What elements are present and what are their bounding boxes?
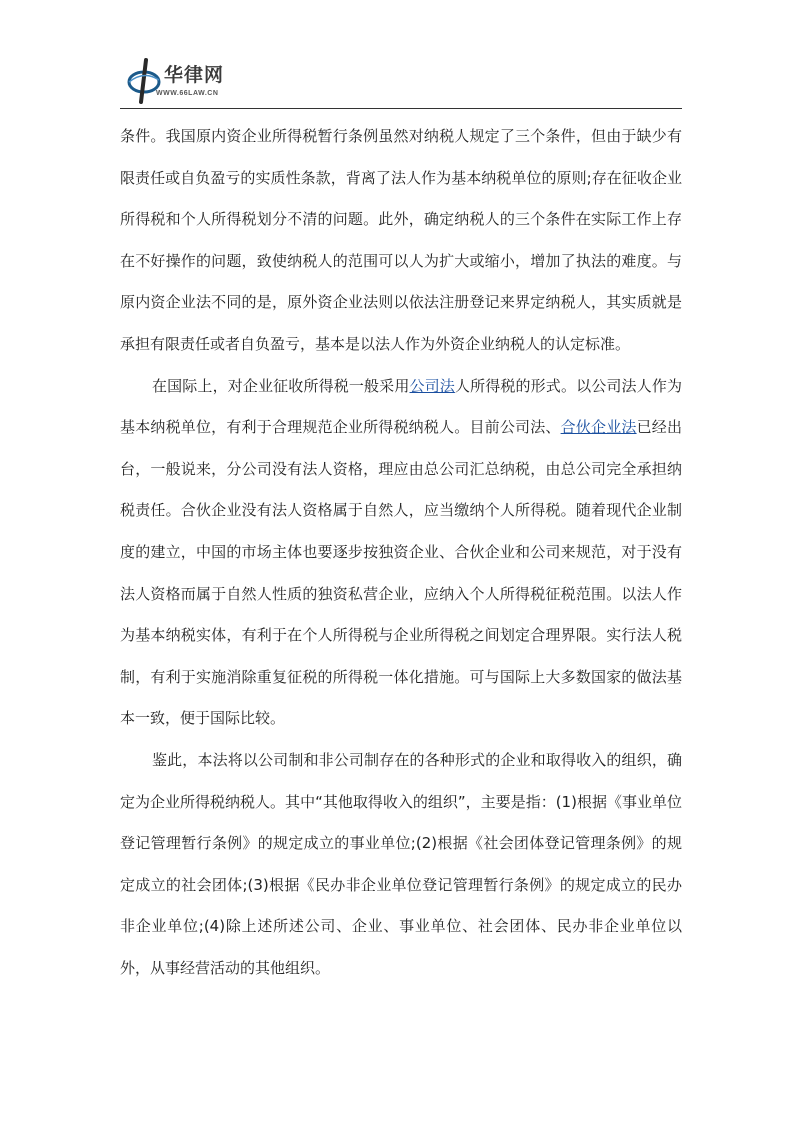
- brand-url: WWW.66LAW.CN: [156, 90, 219, 97]
- paragraph-text: 已经出台，一般说来，分公司没有法人资格，理应由总公司汇总纳税，由总公司完全承担纳税责任。合伙企业没有法人资格属于自然人，应当缴纳个人所得税。随着现代企业制度的建立，中国的市场主体也要逐步按独资企业、合伙企业和公司来规范，对于没有法人资格而属于自然人性质的独资私营企业，应纳入个人所得税征税范围。以法人作为基本纳税实体，有利于在个人所得税与企业所得税之间划定合理界限。实行法人税制，有利于实施消除重复征税的所得税一体化措施。可与国际上大多数国家的做法基本一致，便于国际比较。: [120, 418, 682, 728]
- header-divider: [120, 108, 682, 109]
- paragraph-text: 条件。我国原内资企业所得税暂行条例虽然对纳税人规定了三个条件，但由于缺少有限责任或自负盈亏的实质性条款，背离了法人作为基本纳税单位的原则;存在征收企业所得税和个人所得税划分不清的问题。此外，确定纳税人的三个条件在实际工作上存在不好操作的问题，致使纳税人的范围可以人为扩大或缩小，增加了执法的难度。与原内资企业法不同的是，原外资企业法则以依法注册登记来界定纳税人，其实质就是承担有限责任或者自负盈亏，基本是以法人作为外资企业纳税人的认定标准。: [120, 127, 682, 353]
- paragraph-1: [120, 116, 682, 366]
- paragraph-text: 在国际上，对企业征收所得税一般采用: [152, 376, 410, 395]
- document-body: [120, 116, 682, 989]
- link-company-law[interactable]: 公司法: [409, 376, 455, 395]
- paragraph-3: [120, 740, 682, 990]
- paragraph-2: [120, 366, 682, 740]
- page-header: [120, 58, 682, 108]
- paragraph-text: 人所得税的形式。以公司法人作为基本纳税单位，有利于合理规范企业所得税纳税人。目前公司法、: [120, 376, 682, 437]
- link-partnership-law[interactable]: 合伙企业法: [560, 418, 637, 437]
- brand-name: 华律网: [164, 64, 225, 86]
- paragraph-text: 鉴此，本法将以公司制和非公司制存在的各种形式的企业和取得收入的组织，确定为企业所得税纳税人。其中“其他取得收入的组织”，主要是指：(1)根据《事业单位登记管理暂行条例》的规定成立的事业单位;(2)根据《社会团体登记管理条例》的规定成立的社会团体;(3)根据《民办非企业单位登记管理暂行条例》的规定成立的民办非企业单位;(4)除上述所述公司、企业、事业单位、社会团体、民办非企业单位以外，从事经营活动的其他组织。: [120, 750, 682, 977]
